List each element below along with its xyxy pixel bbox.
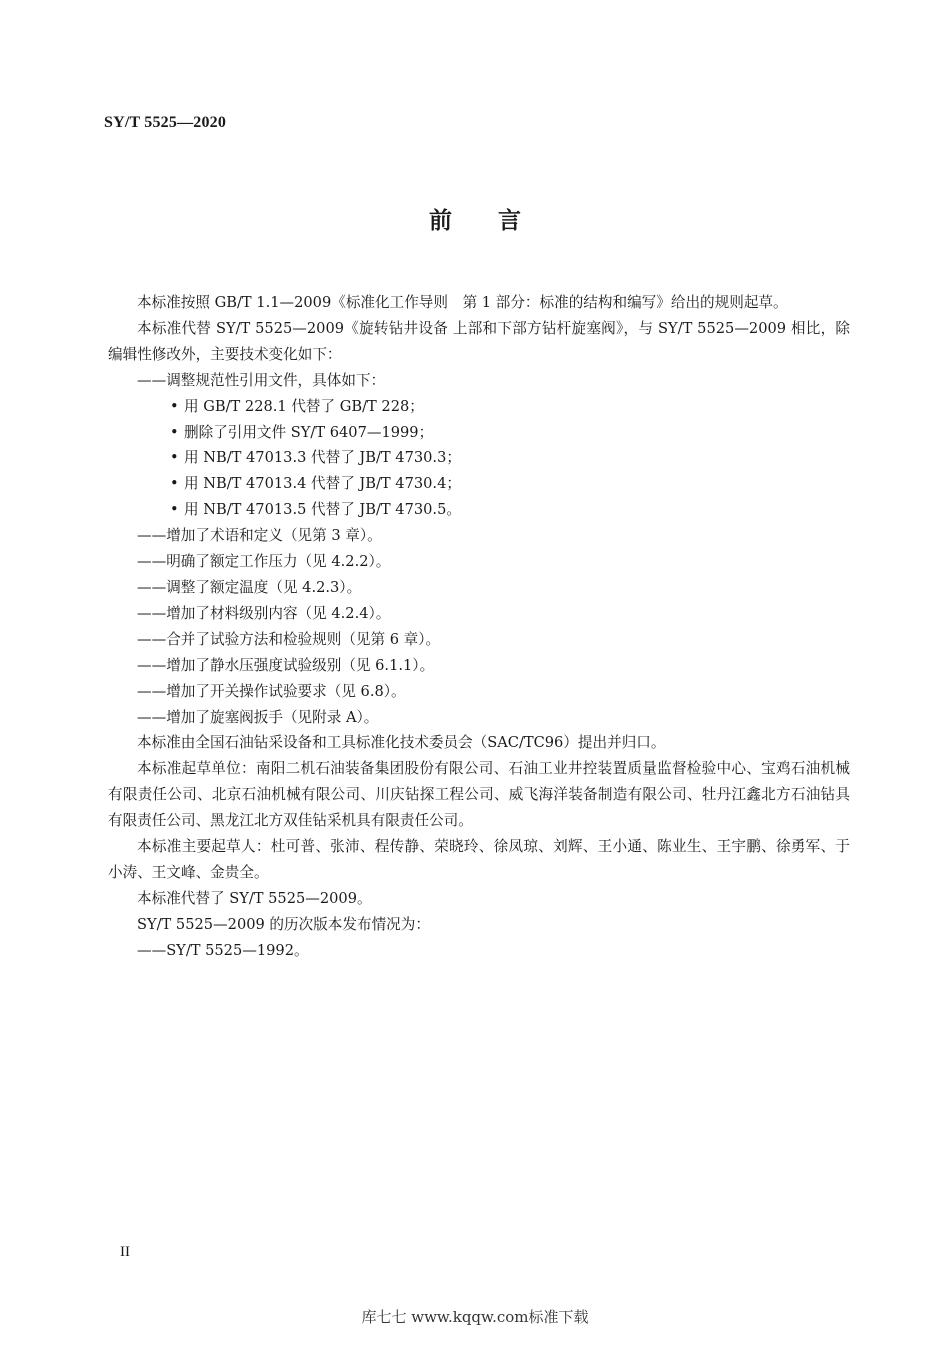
bullet-item xyxy=(108,471,850,497)
page-title: 前言 xyxy=(429,208,567,234)
change-item: ——调整规范性引用文件，具体如下： xyxy=(137,371,386,389)
change-item: ——增加了术语和定义（见第 3 章）。 xyxy=(137,527,382,545)
paragraph-drafters: 本标准主要起草人：杜可普、张沛、程传静、荣晓玲、徐凤琼、刘辉、王小通、陈业生、王宇鹏、徐勇军、于小涛、王文峰、金贵全。 xyxy=(108,838,850,881)
change-item: ——明确了额定工作压力（见 4.2.2）。 xyxy=(137,553,391,571)
bullet-item xyxy=(108,420,850,446)
paragraph-supersedes: 本标准代替了 SY/T 5525—2009。 xyxy=(137,889,372,907)
standard-number: SY/T 5525—2020 xyxy=(104,114,227,131)
bullet-icon: • xyxy=(170,475,179,493)
change-item: ——增加了材料级别内容（见 4.2.4）。 xyxy=(137,604,391,622)
paragraph-committee: 本标准由全国石油钻采设备和工具标准化技术委员会（SAC/TC96）提出并归口。 xyxy=(137,734,666,752)
bullet-text: 删除了引用文件 SY/T 6407—1999； xyxy=(184,423,434,441)
history-item: ——SY/T 5525—1992。 xyxy=(137,941,309,959)
bullet-icon: • xyxy=(170,423,179,441)
paragraph-drafting-rules: 本标准按照 GB/T 1.1—2009《标准化工作导则 第 1 部分：标准的结构和编写》给出的规则起草。 xyxy=(137,294,788,311)
change-item: ——增加了静水压强度试验级别（见 6.1.1）。 xyxy=(137,656,435,674)
page-number: II xyxy=(120,1244,130,1260)
bullet-text: 用 NB/T 47013.4 代替了 JB/T 4730.4； xyxy=(184,475,461,493)
bullet-item xyxy=(108,497,850,523)
bullet-item xyxy=(108,445,850,471)
bullet-item xyxy=(108,394,850,420)
footer-watermark: 库七七 www.kqqw.com标准下载 xyxy=(361,1308,589,1326)
bullet-text: 用 GB/T 228.1 代替了 GB/T 228； xyxy=(184,397,424,415)
change-item: ——增加了开关操作试验要求（见 6.8）。 xyxy=(137,682,406,700)
document-body xyxy=(108,290,850,964)
bullet-icon: • xyxy=(170,501,179,519)
paragraph-drafting-units: 本标准起草单位：南阳二机石油装备集团股份有限公司、石油工业井控装置质量监督检验中心、宝鸡石油机械有限责任公司、北京石油机械有限公司、川庆钻探工程公司、威飞海洋装备制造有限公司、牡丹江鑫北方石油钻具有限责任公司、黑龙江北方双佳钻采机具有限责任公司。 xyxy=(108,760,850,830)
bullet-text: 用 NB/T 47013.3 代替了 JB/T 4730.3； xyxy=(184,449,461,467)
change-item: ——合并了试验方法和检验规则（见第 6 章）。 xyxy=(137,630,441,648)
change-item: ——增加了旋塞阀扳手（见附录 A）。 xyxy=(137,708,379,726)
paragraph-replacement: 本标准代替 SY/T 5525—2009《旋转钻井设备 上部和下部方钻杆旋塞阀》，与 SY/T 5525—2009 相比，除编辑性修改外，主要技术变化如下： xyxy=(108,319,850,363)
paragraph-history-intro: SY/T 5525—2009 的历次版本发布情况为： xyxy=(137,915,430,933)
bullet-icon: • xyxy=(170,449,179,467)
bullet-icon: • xyxy=(170,397,179,415)
change-item: ——调整了额定温度（见 4.2.3）。 xyxy=(137,578,362,596)
bullet-text: 用 NB/T 47013.5 代替了 JB/T 4730.5。 xyxy=(184,501,461,519)
